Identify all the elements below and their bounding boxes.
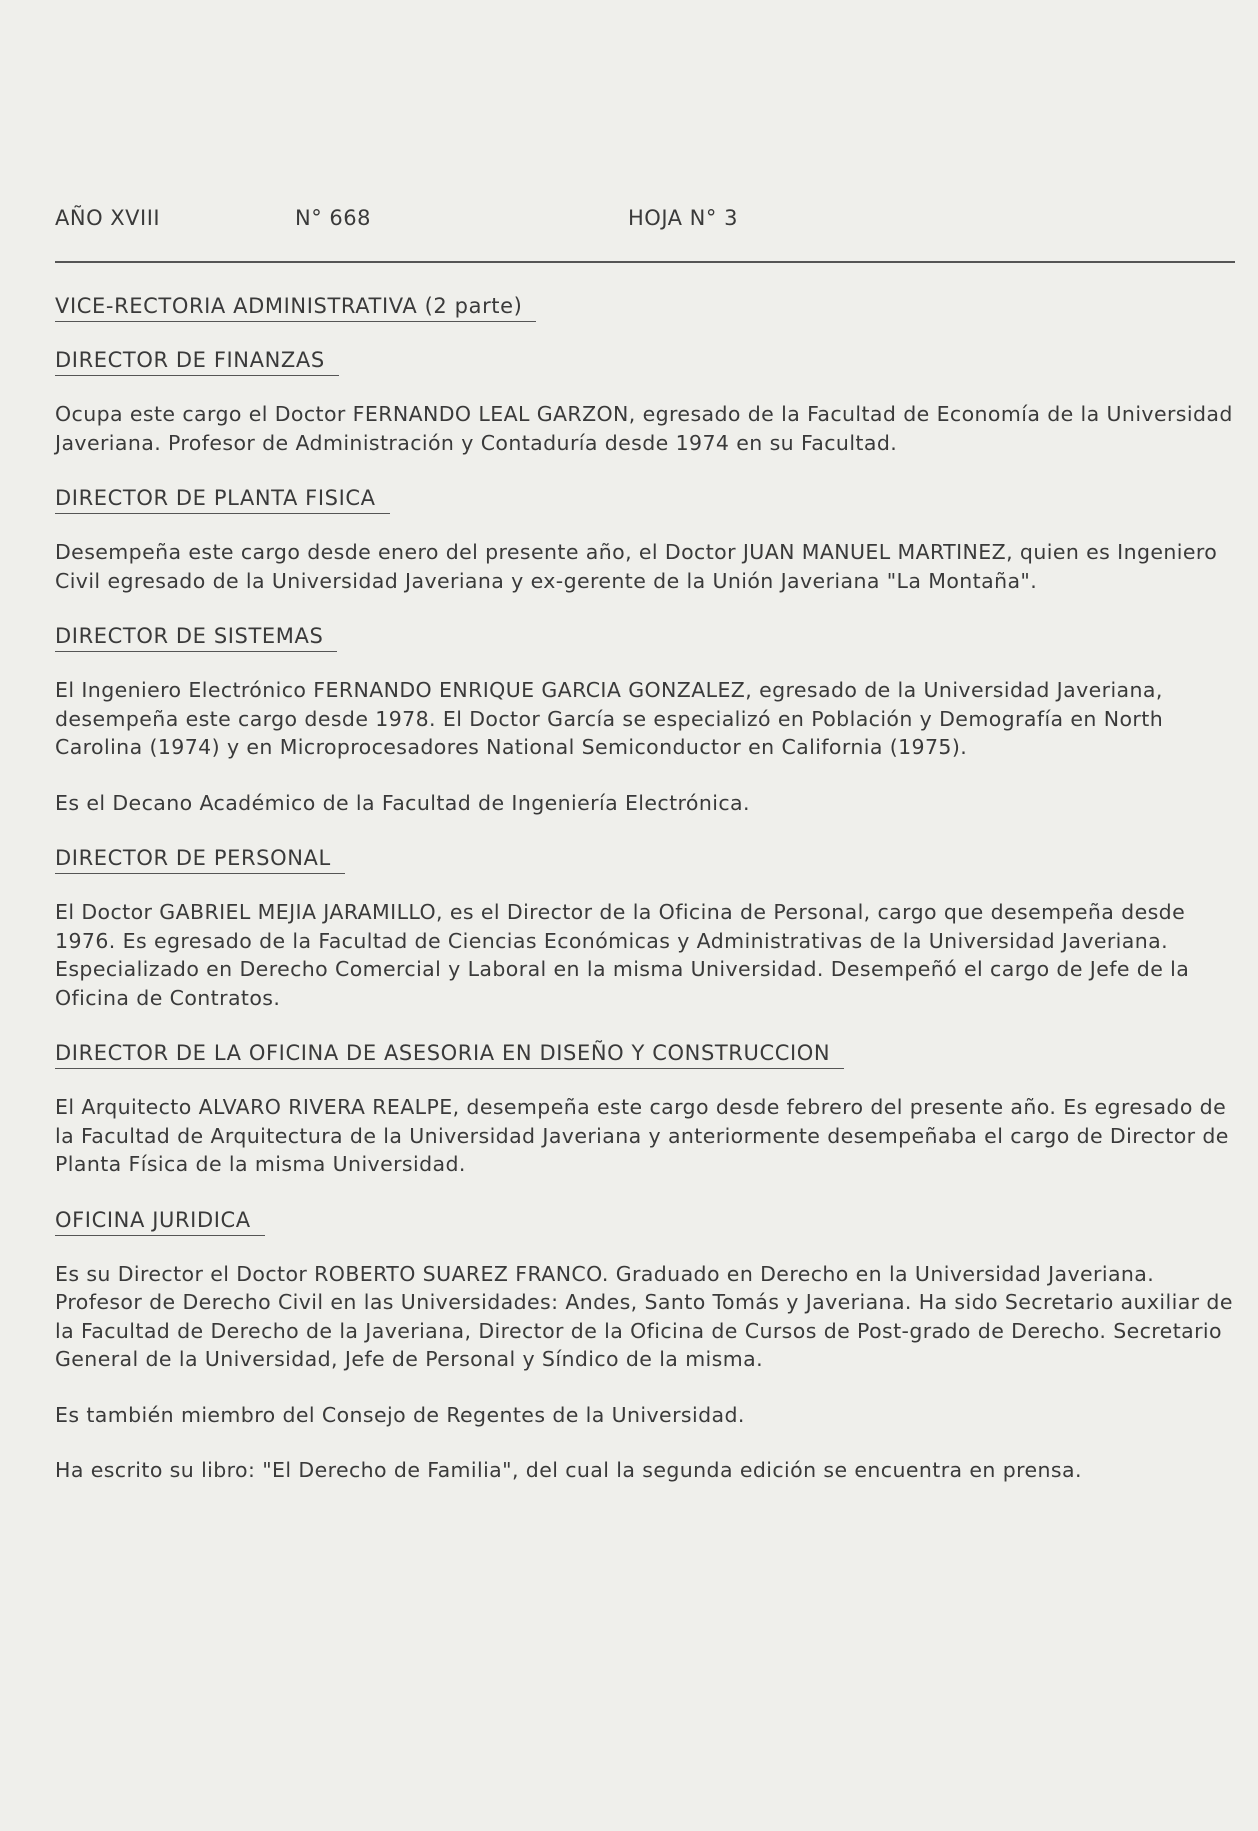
header-issue-number: N° 668 [295, 206, 371, 230]
document-header [55, 206, 1235, 236]
paragraph: El Arquitecto ALVARO RIVERA REALPE, desempeña este cargo desde febrero del presente año. Es egresado de la Facultad de Arquitectura de la Universidad Javeriana y anteriormente desempeñaba el cargo de Director de Planta Física de la misma Universidad. [55, 1095, 1229, 1176]
main-title: VICE-RECTORIA ADMINISTRATIVA (2 parte) [55, 293, 536, 322]
section-title-juridica: OFICINA JURIDICA [55, 1207, 265, 1236]
header-divider [55, 261, 1235, 263]
document-body [55, 292, 1235, 1512]
paragraph: Ocupa este cargo el Doctor FERNANDO LEAL GARZON, egresado de la Facultad de Economía de la Universidad Javeriana. Profesor de Administración y Contaduría desde 1974 en su Facultad. [55, 402, 1233, 455]
section-juridica [55, 1206, 1235, 1485]
header-sheet-number: HOJA N° 3 [628, 206, 738, 230]
paragraph: Ha escrito su libro: "El Derecho de Familia", del cual la segunda edición se encuentra en prensa. [55, 1458, 1082, 1482]
section-title-asesoria: DIRECTOR DE LA OFICINA DE ASESORIA EN DISEÑO Y CONSTRUCCION [55, 1040, 844, 1069]
section-title-planta-fisica: DIRECTOR DE PLANTA FISICA [55, 485, 390, 514]
section-title-finanzas: DIRECTOR DE FINANZAS [55, 347, 339, 376]
paragraph: Desempeña este cargo desde enero del presente año, el Doctor JUAN MANUEL MARTINEZ, quien es Ingeniero Civil egresado de la Universidad Javeriana y ex-gerente de la Unión Javeriana "La Montaña". [55, 540, 1218, 593]
paragraph: Es el Decano Académico de la Facultad de Ingeniería Electrónica. [55, 790, 750, 815]
paragraph: Es también miembro del Consejo de Regentes de la Universidad. [55, 1402, 745, 1427]
section-asesoria [55, 1039, 1235, 1179]
section-sistemas [55, 622, 1235, 817]
paragraph: El Doctor GABRIEL MEJIA JARAMILLO, es el Director de la Oficina de Personal, cargo que desempeña desde 1976. Es egresado de la Facultad de Ciencias Económicas y Administrativas de la Universidad Javeriana. Especializado en Derecho Comercial y Laboral en la misma Universidad. Desempeñó el cargo de Jefe de la Oficina de Contratos. [55, 900, 1190, 1010]
paragraph: El Ingeniero Electrónico FERNANDO ENRIQUE GARCIA GONZALEZ, egresado de la Universidad Javeriana, desempeña este cargo desde 1978. El Doctor García se especializó en Población y Demografía en North Carolina (1974) y en Microprocesadores National Semiconductor en California (1975). [55, 678, 1164, 759]
section-title-personal: DIRECTOR DE PERSONAL [55, 845, 345, 874]
section-planta-fisica [55, 484, 1235, 595]
section-title-sistemas: DIRECTOR DE SISTEMAS [55, 623, 337, 652]
section-finanzas [55, 346, 1235, 457]
section-personal [55, 844, 1235, 1012]
paragraph: Es su Director el Doctor ROBERTO SUAREZ FRANCO. Graduado en Derecho en la Universidad Javeriana. Profesor de Derecho Civil en las Universidades: Andes, Santo Tomás y Javeriana. Ha sido Secretario auxiliar de la Facultad de Derecho de la Javeriana, Director de la Oficina de Cursos de Post-grado de Derecho. Secretario General de la Universidad, Jefe de Personal y Síndico de la misma. [55, 1261, 1233, 1371]
header-year: AÑO XVIII [55, 206, 161, 230]
